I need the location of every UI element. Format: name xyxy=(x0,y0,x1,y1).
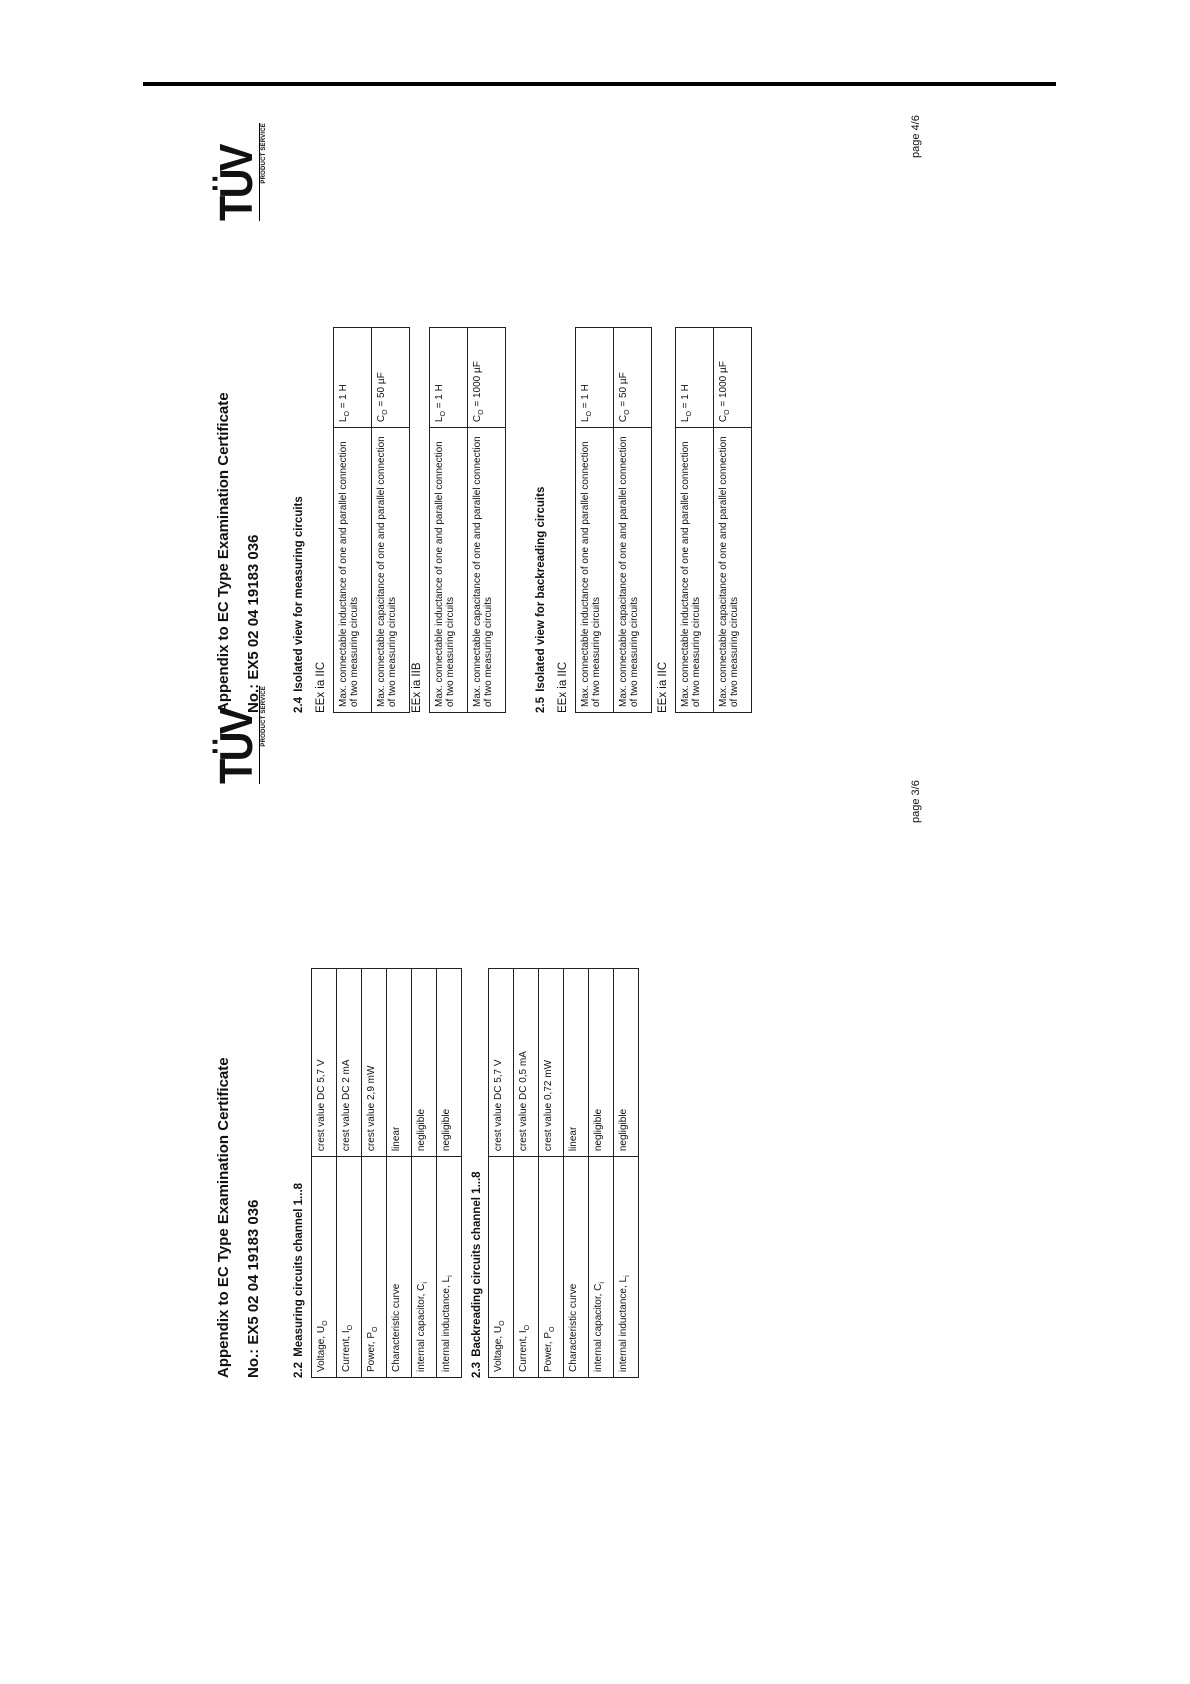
protection-class-label: EEx ia IIC xyxy=(315,661,327,713)
value-symbol: C xyxy=(618,414,629,423)
logo-subtitle: PRODUCT SERVICE xyxy=(259,123,267,221)
table-row xyxy=(362,969,387,1378)
section-title: Measuring circuits channel 1...8 xyxy=(293,1182,305,1357)
parameter-cell xyxy=(312,1157,337,1378)
isolated-backreading-iic-table-2 xyxy=(675,327,752,713)
protection-class-label: EEx ia IIB xyxy=(411,662,423,713)
parameter-subscript: i xyxy=(447,1275,454,1277)
parameter-label: internal capacitor, C xyxy=(416,1283,427,1372)
table-row xyxy=(539,969,564,1378)
parameter-subscript: O xyxy=(524,1324,531,1331)
table-row xyxy=(576,328,614,713)
section-number: 2.3 xyxy=(471,1362,483,1378)
parameter-cell xyxy=(412,1157,437,1378)
section-number: 2.5 xyxy=(535,697,547,713)
value-cell xyxy=(676,328,714,428)
value-amount: = 50 µF xyxy=(376,372,387,410)
value-subscript: O xyxy=(686,411,693,417)
parameter-label: Voltage, U xyxy=(316,1325,327,1372)
protection-class-label: EEx ia IIC xyxy=(557,661,569,713)
parameter-subscript: O xyxy=(347,1324,354,1331)
backreading-circuits-table xyxy=(488,968,639,1378)
parameter-value: negligible xyxy=(412,969,437,1157)
description-cell: Max. connectable capacitance of one and parallel connection of two measuring circuits xyxy=(372,428,410,713)
table-row xyxy=(614,328,652,713)
parameter-value: linear xyxy=(564,969,589,1157)
table-row xyxy=(437,969,462,1378)
value-subscript: O xyxy=(724,409,731,415)
page-number: page 3/6 xyxy=(910,780,922,823)
table-row xyxy=(489,969,514,1378)
parameter-subscript: i xyxy=(624,1275,631,1277)
parameter-subscript: O xyxy=(372,1326,379,1332)
parameter-cell xyxy=(589,1157,614,1378)
section-number: 2.4 xyxy=(293,697,305,713)
parameter-label: Power, P xyxy=(366,1331,377,1372)
value-cell xyxy=(714,328,752,428)
parameter-value: negligible xyxy=(589,969,614,1157)
value-cell xyxy=(576,328,614,428)
description-cell: Max. connectable capacitance of one and parallel connection of two measuring circuits xyxy=(614,428,652,713)
parameter-label: internal inductance, L xyxy=(618,1276,629,1372)
section-title: Backreading circuits channel 1...8 xyxy=(471,1171,483,1357)
value-amount: = 1 H xyxy=(680,384,691,412)
value-symbol: L xyxy=(338,416,349,423)
parameter-subscript: i xyxy=(422,1282,429,1284)
value-amount: = 1000 µF xyxy=(718,361,729,410)
document-page-3 xyxy=(210,678,922,1378)
value-amount: = 1000 µF xyxy=(472,361,483,410)
section-number: 2.2 xyxy=(293,1362,305,1378)
parameter-cell xyxy=(437,1157,462,1378)
tuv-logo xyxy=(210,123,271,221)
parameter-cell xyxy=(337,1157,362,1378)
value-subscript: O xyxy=(478,409,485,415)
description-cell: Max. connectable inductance of one and parallel connection of two measuring circuits xyxy=(676,428,714,713)
table-row xyxy=(564,969,589,1378)
table-row xyxy=(312,969,337,1378)
description-cell: Max. connectable inductance of one and parallel connection of two measuring circuits xyxy=(334,428,372,713)
isolated-backreading-iic-table xyxy=(575,327,652,713)
table-row xyxy=(387,969,412,1378)
value-cell xyxy=(468,328,506,428)
parameter-label: Current, I xyxy=(341,1330,352,1372)
value-cell xyxy=(372,328,410,428)
page-title: Appendix to EC Type Examination Certificate xyxy=(215,1057,232,1378)
table-row xyxy=(337,969,362,1378)
parameter-label: Power, P xyxy=(543,1331,554,1372)
table-row xyxy=(676,328,714,713)
description-cell: Max. connectable inductance of one and parallel connection of two measuring circuits xyxy=(430,428,468,713)
parameter-value: negligible xyxy=(614,969,639,1157)
value-cell xyxy=(334,328,372,428)
parameter-value: crest value DC 5,7 V xyxy=(312,969,337,1157)
parameter-label: Voltage, U xyxy=(493,1325,504,1372)
value-symbol: L xyxy=(580,416,591,423)
table-row xyxy=(468,328,506,713)
parameter-value: negligible xyxy=(437,969,462,1157)
certificate-number: No.: EX5 02 04 19183 036 xyxy=(245,534,262,713)
logo-subtitle: PRODUCT SERVICE xyxy=(259,686,267,784)
description-cell: Max. connectable capacitance of one and parallel connection of two measuring circuits xyxy=(468,428,506,713)
isolated-measuring-iic-table xyxy=(333,327,410,713)
parameter-label: internal capacitor, C xyxy=(593,1283,604,1372)
section-heading xyxy=(293,1183,305,1378)
value-subscript: O xyxy=(586,411,593,417)
parameter-label: internal inductance, L xyxy=(441,1276,452,1372)
parameter-cell xyxy=(489,1157,514,1378)
table-row xyxy=(714,328,752,713)
value-symbol: C xyxy=(718,414,729,423)
certificate-number: No.: EX5 02 04 19183 036 xyxy=(245,1199,262,1378)
value-symbol: C xyxy=(472,414,483,423)
value-subscript: O xyxy=(344,411,351,417)
value-amount: = 1 H xyxy=(434,384,445,412)
value-amount: = 1 H xyxy=(580,384,591,412)
parameter-subscript: O xyxy=(499,1320,506,1326)
parameter-subscript: i xyxy=(599,1282,606,1284)
parameter-value: crest value 2,9 mW xyxy=(362,969,387,1157)
table-row xyxy=(334,328,372,713)
section-heading xyxy=(471,1171,483,1378)
table-row xyxy=(372,328,410,713)
table-row xyxy=(412,969,437,1378)
table-row xyxy=(589,969,614,1378)
table-row xyxy=(430,328,468,713)
description-cell: Max. connectable inductance of one and parallel connection of two measuring circuits xyxy=(576,428,614,713)
parameter-cell xyxy=(514,1157,539,1378)
parameter-label: Current, I xyxy=(518,1330,529,1372)
parameter-cell xyxy=(539,1157,564,1378)
value-subscript: O xyxy=(440,411,447,417)
value-cell xyxy=(614,328,652,428)
description-cell: Max. connectable capacitance of one and parallel connection of two measuring circuits xyxy=(714,428,752,713)
parameter-cell xyxy=(614,1157,639,1378)
parameter-value: crest value 0,72 mW xyxy=(539,969,564,1157)
parameter-cell xyxy=(564,1157,589,1378)
page-title: Appendix to EC Type Examination Certificate xyxy=(215,392,232,713)
value-amount: = 1 H xyxy=(338,384,349,412)
logo-brand: TÜV xyxy=(210,146,262,221)
section-title: Isolated view for backreading circuits xyxy=(535,486,547,692)
section-title: Isolated view for measuring circuits xyxy=(293,496,305,692)
parameter-value: linear xyxy=(387,969,412,1157)
page-number: page 4/6 xyxy=(910,115,922,158)
value-subscript: O xyxy=(624,409,631,415)
parameter-label: Characteristic curve xyxy=(568,1283,579,1372)
parameter-label: Characteristic curve xyxy=(391,1283,402,1372)
table-row xyxy=(614,969,639,1378)
value-symbol: C xyxy=(376,414,387,423)
parameter-value: crest value DC 2 mA xyxy=(337,969,362,1157)
value-subscript: O xyxy=(382,409,389,415)
parameter-cell xyxy=(362,1157,387,1378)
table-row xyxy=(514,969,539,1378)
protection-class-label: EEx ia IIC xyxy=(657,661,669,713)
parameter-cell xyxy=(387,1157,412,1378)
value-amount: = 50 µF xyxy=(618,372,629,410)
parameter-subscript: O xyxy=(322,1320,329,1326)
isolated-measuring-iib-table xyxy=(429,327,506,713)
measuring-circuits-table xyxy=(311,968,462,1378)
value-symbol: L xyxy=(434,416,445,423)
parameter-value: crest value DC 0,5 mA xyxy=(514,969,539,1157)
parameter-value: crest value DC 5,7 V xyxy=(489,969,514,1157)
value-cell xyxy=(430,328,468,428)
section-heading xyxy=(535,487,547,713)
parameter-subscript: O xyxy=(549,1326,556,1332)
value-symbol: L xyxy=(680,416,691,423)
logo-brand: TÜV xyxy=(210,709,262,784)
section-heading xyxy=(293,496,305,713)
document-page-4 xyxy=(210,13,922,713)
